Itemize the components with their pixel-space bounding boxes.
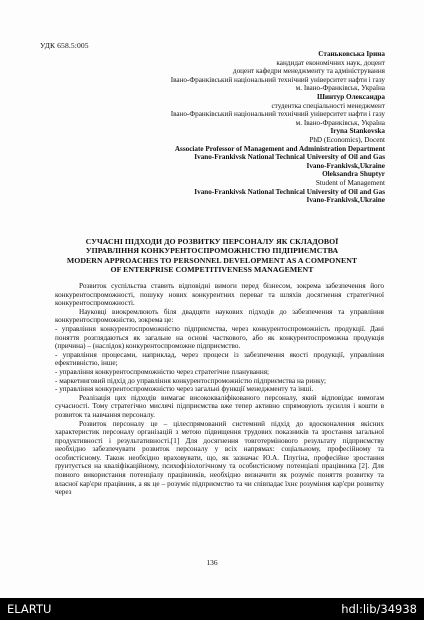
list-item: - управління конкурентоспроможністю через стратегічне планування; xyxy=(55,367,270,376)
repository-footer-bar xyxy=(0,598,424,620)
page-number: 136 xyxy=(206,558,218,567)
author-line: Ivano-Frankivsk National Technical University of Oil and Gas xyxy=(194,187,385,196)
list-item: - управління процесами, наприклад, через процеси із забезпечення якості продукції, управління ефективністю, інше; xyxy=(55,350,384,368)
paragraph: Розвиток персоналу це – цілеспрямований системний підхід до вдосконалення якісних характеристик персоналу організацій з метою підвищення трудових показників та зростання загальної продуктивності і результативності.[1] Для досягнення товготермінового результату підприємству необхідно забезпечувати розвиток персоналу у всіх напрямах: соціальному, професійному та особистісному. Також необхідно враховувати, що, як зазначає Ю.А. Плугіна, професійне зростання ґрунтується на кваліфікаційному, психофізіологічному та особистісному потенціалі працівника [2]. Для повного використання потенціалу працівників, необхідно визначити як розуміє поняття розвитку та власної кар'єри працівник, а як це – розуміє підприємство та чи співпадає їхнє розуміння кар'єри розвитку через xyxy=(55,419,384,497)
title-line: УПРАВЛІННЯ КОНКУРЕНТОСПРОМОЖНІСТЮ ПІДПРИЄМСТВА xyxy=(85,246,339,256)
title-line: OF ENTERPRISE COMPETITIVENESS MANAGEMENT xyxy=(110,265,314,275)
author-line: Ivano-Frankivsk National Technical University of Oil and Gas xyxy=(194,153,385,162)
list-item: - управління конкурентоспроможністю підприємства, через конкурентоспроможність продукції. Дані поняття розглядаються як загальне на основі часткового, або як конкурентоспроможна продукція (причина) – (наслідок) конкурентоспроможне підприємство. xyxy=(55,324,384,351)
author-line: Iryna Stankovska xyxy=(330,127,385,136)
paragraph: Розвиток суспільства ставить відповідні вимоги перед бізнесом, зокрема забезпечення його конкурентоспроможності, пошуку нових конкурентних переваг та шляхів досягнення стратегічної конкурентоспроможності. xyxy=(55,282,384,308)
author-line: кандидат економічних наук, доцент xyxy=(276,58,385,67)
author-line: Ivano-Frankivsk,Ukraine xyxy=(306,196,385,205)
author-line: Associate Professor of Management and Administration Department xyxy=(174,144,385,153)
title-line: MODERN APPROACHES TO PERSONNEL DEVELOPMENT AS A COMPONENT xyxy=(66,255,358,265)
article-title xyxy=(40,237,384,275)
title-line: СУЧАСНІ ПІДХОДИ ДО РОЗВИТКУ ПЕРСОНАЛУ ЯК СКЛАДОВОЇ xyxy=(85,237,339,246)
author-line: доцент кафедри менеджменту та адміністрування xyxy=(232,67,385,76)
paragraph: Реалізація цих підходів вимагає висококваліфікованого персоналу, який відповідає вимогам сучасності. Тому стратегічно мислячі підприємства вже тепер активно спрямовують зусилля і кошти в розвиток та навчання персоналу. xyxy=(55,393,384,419)
paragraph: Науковці виокремлюють біля двадцяти наукових підходів до забезпечення та управління конкурентоспроможністю, зокрема це: xyxy=(55,307,384,325)
author-line: Student of Management xyxy=(315,178,385,187)
author-block xyxy=(45,50,385,205)
author-line: м. Івано-Франківськ, Україна xyxy=(295,84,385,93)
author-line: Станьковська Ірина xyxy=(318,50,385,58)
author-line: студентка спеціальності менеджмент xyxy=(271,101,385,110)
article-body xyxy=(55,282,384,497)
author-line: Івано-Франківський національний технічний університет нафти і газу xyxy=(170,75,385,84)
author-line: м. Івано-Франківськ, Україна xyxy=(295,118,385,127)
author-line: Oleksandra Shuptyr xyxy=(322,170,385,179)
repository-name: ELARTU xyxy=(7,602,52,616)
author-line: PhD (Economics), Docent xyxy=(309,135,385,144)
list-item: - управління конкурентоспроможністю через загальні функції менеджменту та інші. xyxy=(55,385,314,394)
author-line: Ivano-Frankivsk,Ukraine xyxy=(306,161,385,170)
handle-link[interactable]: hdl:lib/34938 xyxy=(341,602,417,616)
author-line: Івано-Франківський національний технічний університет нафти і газу xyxy=(170,110,385,119)
udk-code: УДК 658.5:005 xyxy=(40,41,89,50)
list-item: - маркетинговий підхід до управління конкурентоспроможністю підприємства на ринку; xyxy=(55,376,326,385)
author-line: Шинтур Олександра xyxy=(316,92,385,101)
